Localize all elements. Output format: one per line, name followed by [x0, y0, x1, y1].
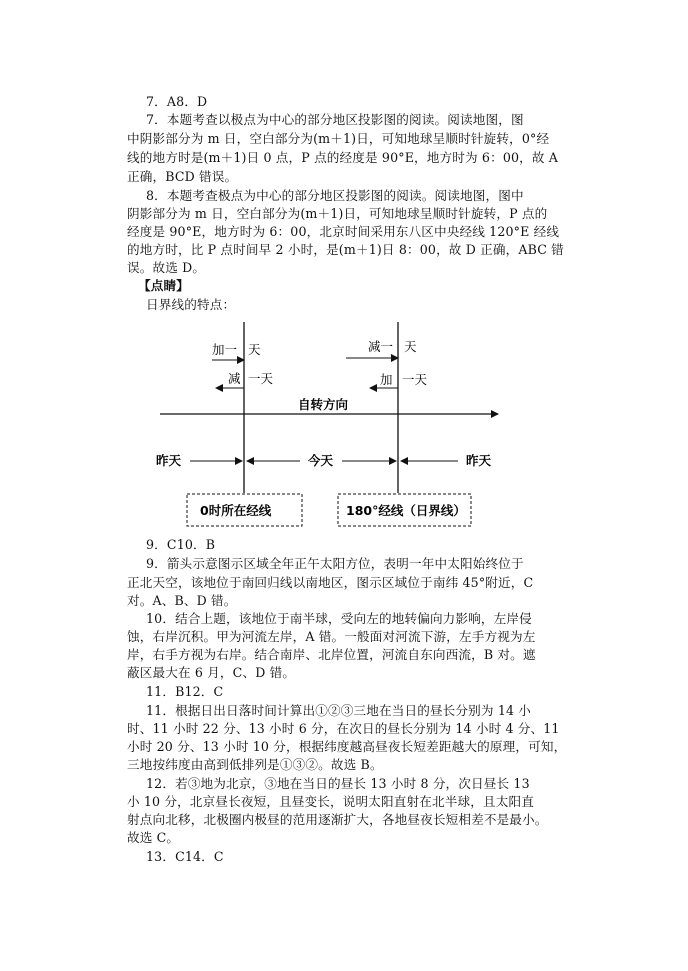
right-top-label-b: 天	[404, 339, 417, 354]
paragraph-line: 9．箭头示意图示区域全年正午太阳方位，表明一年中太阳始终位于	[146, 556, 524, 571]
note-heading: 【点睛】	[138, 278, 189, 293]
paragraph-line: 8．本题考查极点为中心的部分地区投影图的阅读。阅读地图，图中	[146, 188, 524, 203]
left-second-label-a: 减	[228, 371, 241, 386]
paragraph-line: 射点向北移，北极圈内极昼的范用逐渐扩大，各地昼夜长短相差不是最小。	[127, 812, 548, 827]
paragraph-line: 蔽区最大在 6 月，C、D 错。	[127, 665, 296, 680]
answer-line: 7．A8．D	[146, 94, 208, 109]
paragraph-line: 线的地方时是(m＋1)日 0 点，P 点的经度是 90°E，地方时为 6：00，故 A	[127, 150, 559, 165]
right-top-label-a: 减一	[368, 339, 394, 354]
paragraph-line: 对。A、B、D 错。	[127, 593, 237, 608]
paragraph-line: 小时 20 分、13 小时 10 分，根据纬度越高昼夜长短差距越大的原理，可知，	[127, 739, 567, 754]
paragraph-line: 12．若③地为北京，③地在当日的昼长 13 小时 8 分，次日昼长 13	[146, 776, 530, 791]
paragraph-line: 时、11 小时 22 分、13 小时 6 分，在次日的昼长分别为 14 小时 4 分、11	[127, 721, 560, 736]
paragraph-line: 蚀，右岸沉积。甲为河流左岸，A 错。一般面对河流下游，左手方视为左	[127, 629, 536, 644]
zero-hour-label: 0时所在经线	[200, 503, 272, 518]
paragraph-line: 7．本题考查以极点为中心的部分地区投影图的阅读。阅读地图，图	[146, 112, 524, 127]
rotation-label: 自转方向	[298, 397, 349, 412]
paragraph-line: 故选 C。	[127, 830, 180, 845]
yesterday-right-label: 昨天	[466, 453, 492, 468]
right-second-label-b: 一天	[402, 372, 428, 387]
paragraph-line: 经度是 90°E，地方时为 6：00，北京时间采用东八区中央经线 120°E 经线	[127, 224, 560, 239]
paragraph-line: 正确，BCD 错误。	[127, 169, 238, 184]
left-second-label-b: 一天	[248, 371, 274, 386]
today-label: 今天	[308, 453, 334, 468]
paragraph-line: 阴影部分为 m 日，空白部分为(m＋1)日，可知地球呈顺时针旋转，P 点的	[127, 206, 548, 221]
paragraph-line: 10．结合上题，该地位于南半球，受向左的地转偏向力影响，左岸侵	[146, 611, 532, 626]
yesterday-left-label: 昨天	[156, 453, 182, 468]
paragraph-line: 岸，右手方视为右岸。结合南岸、北岸位置，河流自东向西流，B 对。遮	[127, 647, 536, 662]
answer-line: 9．C10．B	[146, 537, 216, 552]
paragraph-line: 中阴影部分为 m 日，空白部分为(m＋1)日，可知地球呈顺时针旋转，0°经	[127, 131, 550, 146]
diagram-caption: 日界线的特点：	[146, 297, 236, 312]
right-second-label-a: 加	[380, 372, 393, 387]
paragraph-line: 正北天空，该地位于南回归线以南地区，图示区域位于南纬 45°附近，C	[127, 575, 534, 590]
paragraph-line: 11．根据日出日落时间计算出①②③三地在当日的昼长分别为 14 小	[146, 703, 532, 718]
paragraph-line: 三地按纬度由高到低排列是①③②。故选 B。	[127, 757, 383, 772]
date-line-diagram	[150, 318, 510, 533]
left-top-label-b: 天	[248, 342, 261, 357]
paragraph-line: 的地方时，比 P 点时间早 2 小时，是(m＋1)日 8：00，故 D 正确，ABC 错	[127, 242, 564, 257]
date-line-label: 180°经线（日界线）	[346, 503, 466, 518]
answer-line: 11．B12．C	[146, 684, 224, 699]
left-top-label-a: 加一	[212, 342, 238, 357]
paragraph-line: 误。故选 D。	[127, 260, 206, 275]
paragraph-line: 小 10 分，北京昼长夜短，且昼变长，说明太阳直射在北半球，且太阳直	[127, 794, 534, 809]
answer-line: 13．C14．C	[146, 849, 224, 864]
